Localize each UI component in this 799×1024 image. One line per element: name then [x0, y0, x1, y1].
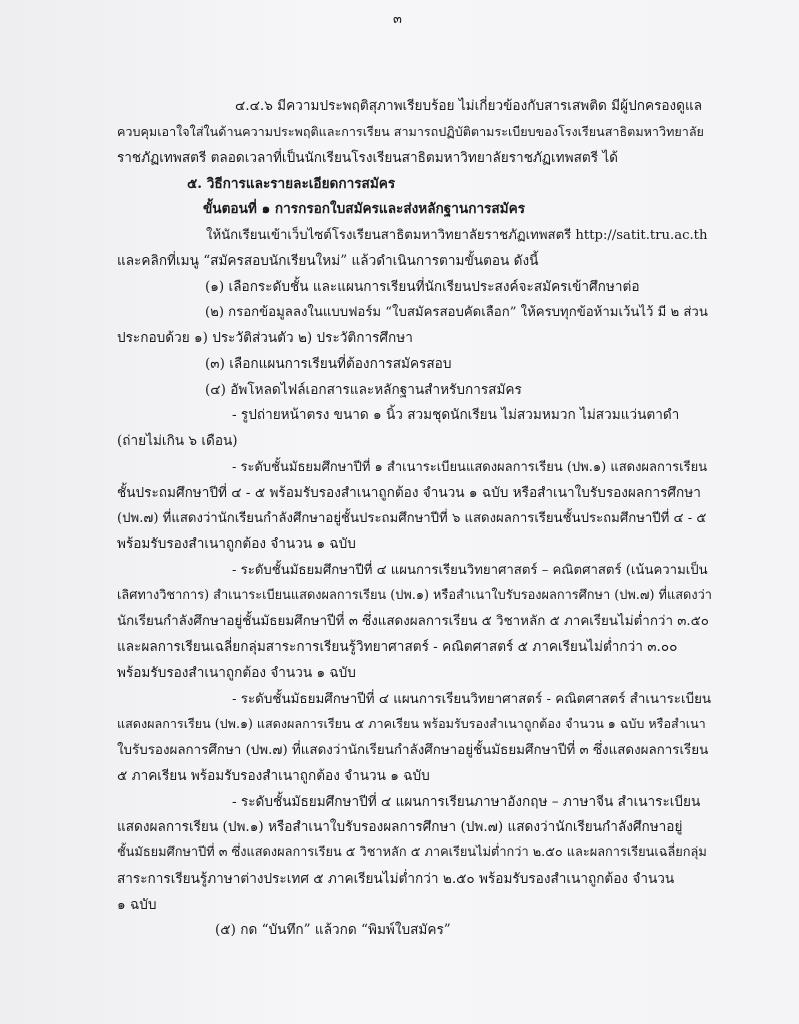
list-item: (๕) กด “บันทึก” แล้วกด “พิมพ์ใบสมัคร” — [215, 922, 451, 938]
text-line: ให้นักเรียนเข้าเว็บไซต์โรงเรียนสาธิตมหาวิทยาลัยราชภัฏเทพสตรี http://satit.tru.ac.th — [206, 228, 708, 243]
bullet-item: - ระดับชั้นมัธยมศึกษาปีที่ ๔ แผนการเรียนวิทยาศาสตร์ – คณิตศาสตร์ (เน้นความเป็น — [232, 563, 708, 578]
bullet-item: - ระดับชั้นมัธยมศึกษาปีที่ ๑ สำเนาระเบียนแสดงผลการเรียน (ปพ.๑) แสดงผลการเรียน — [232, 460, 708, 475]
text-line: พร้อมรับรองสำเนาถูกต้อง จำนวน ๑ ฉบับ — [117, 536, 356, 552]
list-item: (๑) เลือกระดับชั้น และแผนการเรียนที่นักเรียนประสงค์จะสมัครเข้าศึกษาต่อ — [205, 279, 640, 295]
text-line: ประกอบด้วย ๑) ประวัติส่วนตัว ๒) ประวัติการศึกษา — [117, 330, 413, 346]
text-line: แสดงผลการเรียน (ปพ.๑) แสดงผลการเรียน ๕ ภาคเรียน พร้อมรับรองสำเนาถูกต้อง จำนวน ๑ ฉบับ หรือสำเนา — [117, 716, 706, 731]
list-item: (๒) กรอกข้อมูลลงในแบบฟอร์ม “ใบสมัครสอบคัดเลือก” ให้ครบทุกข้อห้ามเว้นไว้ มี ๒ ส่วน — [205, 305, 708, 320]
text-line: ควบคุมเอาใจใส่ในด้านความประพฤติและการเรียน สามารถปฏิบัติตามระเบียบของโรงเรียนสาธิตมหาวิทยาลัย — [117, 124, 704, 139]
text-line: นักเรียนกำลังศึกษาอยู่ชั้นมัธยมศึกษาปีที่ ๓ ซึ่งแสดงผลการเรียน ๕ วิชาหลัก ๕ ภาคเรียนไม่ต่ำกว่า ๓.๕๐ — [117, 614, 709, 629]
text-line: ชั้นมัธยมศึกษาปีที่ ๓ ซึ่งแสดงผลการเรียน ๕ วิชาหลัก ๕ ภาคเรียนไม่ต่ำกว่า ๒.๕๐ และผลการเรียนเฉลี่ยกลุ่ม — [117, 845, 707, 860]
text-line: เลิศทางวิชาการ) สำเนาระเบียนแสดงผลการเรียน (ปพ.๑) หรือสำเนาใบรับรองผลการศึกษา (ปพ.๗) ที่แสดงว่า — [117, 588, 712, 603]
text-line: ชั้นประถมศึกษาปีที่ ๔ - ๕ พร้อมรับรองสำเนาถูกต้อง จำนวน ๑ ฉบับ หรือสำเนาใบรับรองผลการศึกษา — [117, 485, 701, 501]
text-line: (ถ่ายไม่เกิน ๖ เดือน) — [117, 433, 238, 449]
list-item: (๓) เลือกแผนการเรียนที่ต้องการสมัครสอบ — [205, 356, 452, 372]
text-line: ๑ ฉบับ — [117, 897, 157, 913]
bullet-item: - รูปถ่ายหน้าตรง ขนาด ๑ นิ้ว สวมชุดนักเรียน ไม่สวมหมวก ไม่สวมแว่นตาดำ — [232, 407, 680, 423]
bullet-item: - ระดับชั้นมัธยมศึกษาปีที่ ๔ แผนการเรียนวิทยาศาสตร์ - คณิตศาสตร์ สำเนาระเบียน — [232, 692, 712, 707]
section-heading: ๕. วิธีการและรายละเอียดการสมัคร — [187, 176, 396, 192]
text-line: พร้อมรับรองสำเนาถูกต้อง จำนวน ๑ ฉบับ — [117, 665, 356, 681]
text-line: (ปพ.๗) ที่แสดงว่านักเรียนกำลังศึกษาอยู่ชั้นประถมศึกษาปีที่ ๖ แสดงผลการเรียนชั้นประถมศึกษาปีที่ ๔ - ๕ — [117, 511, 707, 526]
text-line: และคลิกที่เมนู “สมัครสอบนักเรียนใหม่” แล้วดำเนินการตามขั้นตอน ดังนี้ — [117, 253, 539, 269]
text-line: ใบรับรองผลการศึกษา (ปพ.๗) ที่แสดงว่านักเรียนกำลังศึกษาอยู่ชั้นมัธยมศึกษาปีที่ ๓ ซึ่งแสดงผลการเรียน — [117, 743, 709, 758]
list-item: (๔) อัพโหลดไฟล์เอกสารและหลักฐานสำหรับการสมัคร — [205, 382, 522, 398]
text-line: สาระการเรียนรู้ภาษาต่างประเทศ ๕ ภาคเรียนไม่ต่ำกว่า ๒.๕๐ พร้อมรับรองสำเนาถูกต้อง จำนวน — [117, 871, 675, 887]
text-line: ๕ ภาคเรียน พร้อมรับรองสำเนาถูกต้อง จำนวน ๑ ฉบับ — [117, 768, 430, 784]
step-heading: ขั้นตอนที่ ๑ การกรอกใบสมัครและส่งหลักฐานการสมัคร — [203, 201, 526, 217]
bullet-item: - ระดับชั้นมัธยมศึกษาปีที่ ๔ แผนการเรียนภาษาอังกฤษ – ภาษาจีน สำเนาระเบียน — [232, 794, 701, 810]
text-line: และผลการเรียนเฉลี่ยกลุ่มสาระการเรียนรู้วิทยาศาสตร์ - คณิตศาสตร์ ๕ ภาคเรียนไม่ต่ำกว่า ๓.๐๐ — [117, 639, 678, 655]
text-line: ราชภัฏเทพสตรี ตลอดเวลาที่เป็นนักเรียนโรงเรียนสาธิตมหาวิทยาลัยราชภัฏเทพสตรี ได้ — [117, 150, 618, 166]
page-number: ๓ — [393, 12, 402, 27]
text-line: ๔.๔.๖ มีความประพฤติสุภาพเรียบร้อย ไม่เกี่ยวข้องกับสารเสพติด มีผู้ปกครองดูแล — [235, 98, 703, 114]
text-line: แสดงผลการเรียน (ปพ.๑) หรือสำเนาใบรับรองผลการศึกษา (ปพ.๗) แสดงว่านักเรียนกำลังศึกษาอยู่ — [117, 819, 683, 835]
